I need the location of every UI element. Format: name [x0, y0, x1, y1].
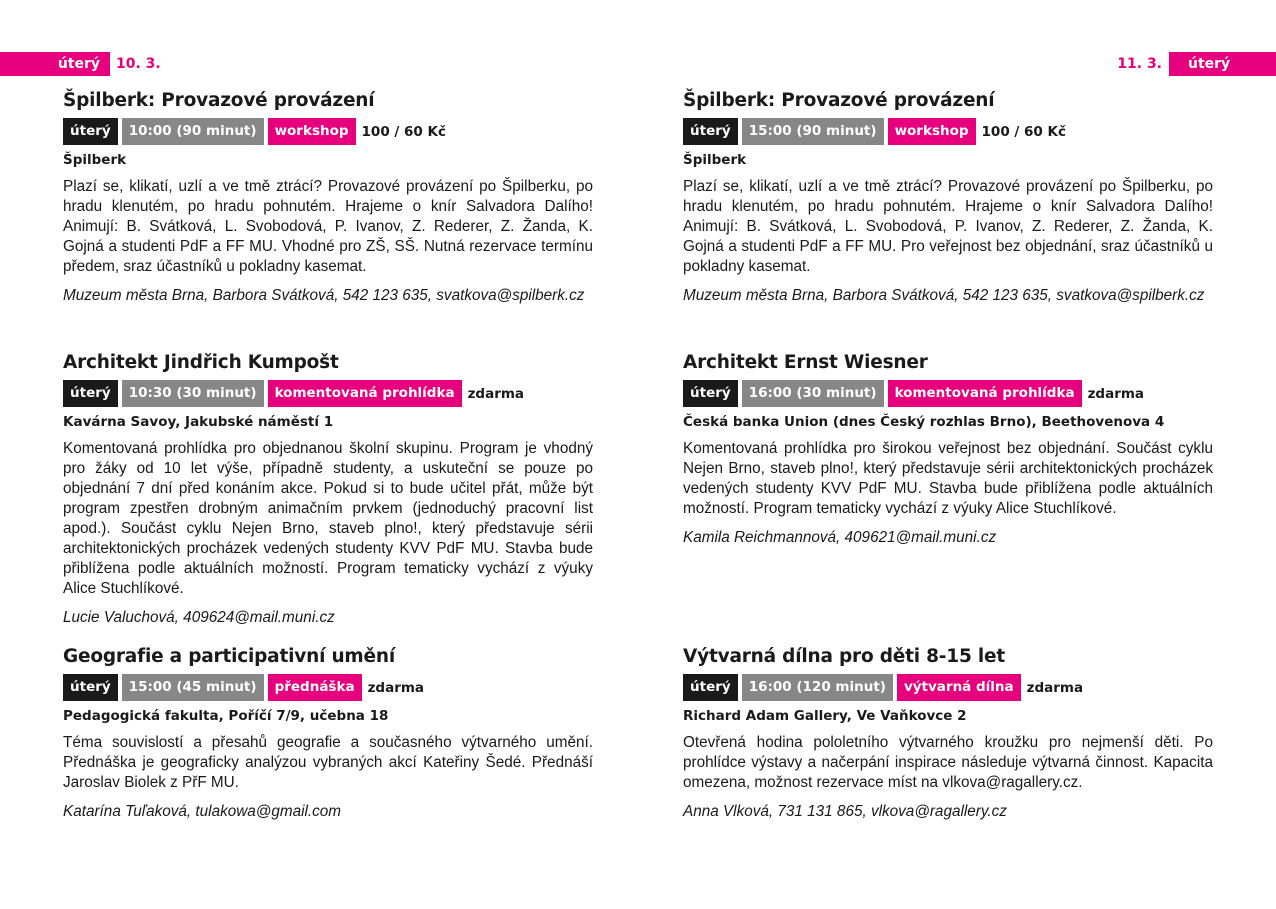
type-tag: komentovaná prohlídka: [888, 380, 1082, 407]
type-tag: výtvarná dílna: [897, 674, 1021, 701]
event-tags: [63, 674, 593, 701]
event-tags: [683, 380, 1213, 407]
time-tag: 15:00 (90 minut): [742, 118, 884, 145]
event-title: Architekt Jindřich Kumpošt: [63, 352, 339, 373]
date-header-right: [1117, 52, 1276, 76]
event-venue: Kavárna Savoy, Jakubské náměstí 1: [63, 414, 334, 430]
price-label: zdarma: [1026, 679, 1084, 696]
day-tag: úterý: [63, 674, 118, 701]
type-tag: komentovaná prohlídka: [268, 380, 462, 407]
date-label: 10. 3.: [116, 56, 161, 72]
price-label: 100 / 60 Kč: [981, 123, 1066, 140]
day-tag: úterý: [683, 674, 738, 701]
time-tag: 16:00 (30 minut): [742, 380, 884, 407]
date-label: 11. 3.: [1117, 56, 1162, 72]
time-tag: 10:30 (30 minut): [122, 380, 264, 407]
event-venue: Špilberk: [63, 152, 127, 168]
type-tag: přednáška: [268, 674, 362, 701]
day-label: úterý: [0, 52, 110, 76]
event-tags: [683, 674, 1213, 701]
price-label: zdarma: [1087, 385, 1145, 402]
event-description: Plazí se, klikatí, uzlí a ve tmě ztrácí? Provazové provázení po Špilberku, po hradu klenutém, po hradu pohnutém. Hrajeme o knír Salvadora Dalího! Animují: B. Svátková, L. Svobodová, P. Ivanov, Z. Rederer, Z. Žanda, K. Gojná a studenti PdF a FF MU. Pro veřejnost bez objednání, sraz účastníků u pokladny kasemat.: [683, 178, 1213, 275]
event-card: [63, 89, 593, 306]
event-tags: [63, 380, 593, 407]
event-tags: [63, 118, 593, 145]
event-description: Komentovaná prohlídka pro širokou veřejnost bez objednání. Součást cyklu Nejen Brno, staveb plno!, který představuje sérii architektonických procházek vedených studenty KVV PdF MU. Stavba bude přiblížena podle aktuálních možností. Program tematicky vychází z výuky Alice Stuchlíkové.: [683, 440, 1213, 517]
event-contact: Anna Vlková, 731 131 865, vlkova@ragallery.cz: [683, 803, 1007, 820]
event-card: [63, 645, 593, 822]
event-contact: Katarína Tuľaková, tulakowa@gmail.com: [63, 803, 342, 820]
event-venue: Špilberk: [683, 152, 747, 168]
event-title: Špilberk: Provazové provázení: [683, 90, 995, 111]
event-tags: [683, 118, 1213, 145]
event-card: [683, 351, 1213, 548]
day-tag: úterý: [63, 118, 118, 145]
event-title: Architekt Ernst Wiesner: [683, 352, 928, 373]
event-title: Geografie a participativní umění: [63, 646, 395, 667]
event-title: Výtvarná dílna pro děti 8-15 let: [683, 646, 1006, 667]
event-description: Téma souvislostí a přesahů geografie a současného výtvarného umění. Přednáška je geograficky analýzou vybraných akcí Kateřiny Šedé. Přednáší Jaroslav Biolek z PřF MU.: [63, 734, 593, 791]
day-tag: úterý: [63, 380, 118, 407]
price-label: zdarma: [467, 385, 525, 402]
event-card: [683, 645, 1213, 822]
event-title: Špilberk: Provazové provázení: [63, 90, 375, 111]
time-tag: 16:00 (120 minut): [742, 674, 893, 701]
day-tag: úterý: [683, 118, 738, 145]
time-tag: 10:00 (90 minut): [122, 118, 264, 145]
time-tag: 15:00 (45 minut): [122, 674, 264, 701]
type-tag: workshop: [888, 118, 976, 145]
event-contact: Kamila Reichmannová, 409621@mail.muni.cz: [683, 529, 997, 546]
event-description: Plazí se, klikatí, uzlí a ve tmě ztrácí? Provazové provázení po Špilberku, po hradu klenutém, po hradu pohnutém. Hrajeme o knír Salvadora Dalího! Animují: B. Svátková, L. Svobodová, P. Ivanov, Z. Rederer, Z. Žanda, K. Gojná a studenti PdF a FF MU. Vhodné pro ZŠ, SŠ. Nutná rezervace termínu předem, sraz účastníků u pokladny kasemat.: [63, 178, 593, 275]
date-header-left: [0, 52, 161, 76]
day-tag: úterý: [683, 380, 738, 407]
event-contact: Muzeum města Brna, Barbora Svátková, 542 123 635, svatkova@spilberk.cz: [63, 287, 585, 304]
event-venue: Pedagogická fakulta, Poříčí 7/9, učebna 18: [63, 708, 389, 724]
event-card: [683, 89, 1213, 306]
price-label: 100 / 60 Kč: [361, 123, 446, 140]
event-contact: Muzeum města Brna, Barbora Svátková, 542 123 635, svatkova@spilberk.cz: [683, 287, 1205, 304]
type-tag: workshop: [268, 118, 356, 145]
event-venue: Česká banka Union (dnes Český rozhlas Brno), Beethovenova 4: [683, 414, 1165, 430]
event-venue: Richard Adam Gallery, Ve Vaňkovce 2: [683, 708, 967, 724]
day-label: úterý: [1169, 52, 1276, 76]
price-label: zdarma: [367, 679, 425, 696]
event-contact: Lucie Valuchová, 409624@mail.muni.cz: [63, 609, 335, 626]
event-card: [63, 351, 593, 628]
event-description: Komentovaná prohlídka pro objednanou školní skupinu. Program je vhodný pro žáky od 10 let výše, případně studenty, a uskuteční se pouze po objednání 7 dní před konáním akce. Pokud si to bude učitel přát, může být program zpestřen drobným animačním prvkem (jednoduchý pracovní list apod.). Součást cyklu Nejen Brno, staveb plno!, který představuje sérii architektonických procházek vedených studenty KVV PdF MU. Stavba bude přiblížena podle aktuálních možností. Program tematicky vychází z výuky Alice Stuchlíkové.: [63, 440, 593, 597]
event-description: Otevřená hodina pololetního výtvarného kroužku pro nejmenší děti. Po prohlídce výstavy a načerpání inspirace následuje výtvarná činnost. Kapacita omezena, možnost rezervace míst na vlkova@ragallery.cz.: [683, 734, 1213, 791]
